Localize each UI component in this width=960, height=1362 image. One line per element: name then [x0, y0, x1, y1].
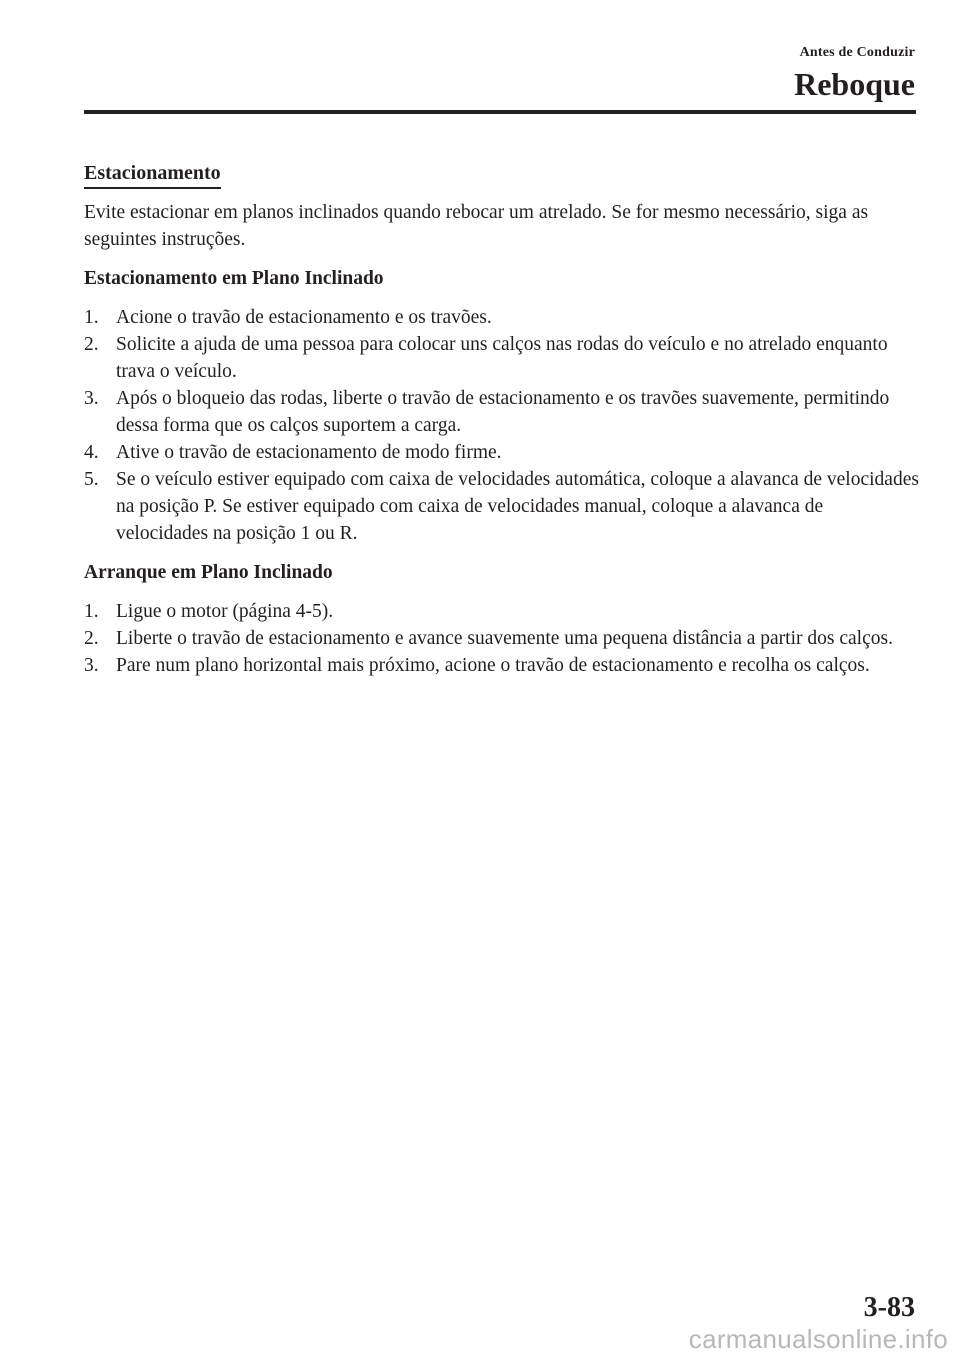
list-item [84, 625, 920, 652]
section-heading: Reboque [794, 66, 915, 102]
starting-steps-list [84, 598, 920, 679]
intro-paragraph: Evite estacionar em planos inclinados quando rebocar um atrelado. Se for mesmo necessário, siga as seguintes instruções. [84, 202, 869, 250]
step-text: Se o veículo estiver equipado com caixa de velocidades automática, coloque a alavanca de velocidades na posição P. Se estiver equipado com caixa de velocidades manual, coloque a alavanca de velocidades na posição 1 ou R. [116, 469, 919, 544]
parking-steps-list [84, 304, 920, 547]
step-number: 3. [84, 388, 99, 409]
step-text: Ligue o motor (página 4-5). [116, 601, 334, 622]
step-text: Após o bloqueio das rodas, liberte o travão de estacionamento e os travões suavemente, permitindo dessa forma que os calços suportem a carga. [116, 388, 890, 436]
list-item [84, 652, 920, 679]
step-text: Pare num plano horizontal mais próximo, acione o travão de estacionamento e recolha os calços. [116, 655, 870, 676]
page-number: 3-83 [863, 1292, 915, 1323]
starting-heading: Arranque em Plano Inclinado [84, 562, 333, 583]
list-item [84, 331, 920, 385]
header-divider [84, 110, 916, 114]
step-number: 1. [84, 601, 99, 622]
step-text: Acione o travão de estacionamento e os travões. [116, 307, 492, 328]
step-text: Liberte o travão de estacionamento e avance suavemente uma pequena distância a partir dos calços. [116, 628, 893, 649]
step-number: 1. [84, 307, 99, 328]
page-header [794, 44, 915, 104]
watermark: carmanualsonline.info [688, 1324, 948, 1354]
subsection-title: Estacionamento [84, 160, 221, 189]
step-number: 4. [84, 442, 99, 463]
step-text: Ative o travão de estacionamento de modo firme. [116, 442, 502, 463]
step-text: Solicite a ajuda de uma pessoa para colocar uns calços nas rodas do veículo e no atrelado enquanto trava o veículo. [116, 334, 888, 382]
list-item [84, 385, 920, 439]
list-item [84, 304, 920, 331]
chapter-title: Antes de Conduzir [799, 45, 915, 60]
main-content [84, 160, 920, 691]
list-item [84, 466, 920, 547]
list-item [84, 439, 920, 466]
step-number: 3. [84, 655, 99, 676]
parking-heading: Estacionamento em Plano Inclinado [84, 268, 384, 289]
list-item [84, 598, 920, 625]
step-number: 2. [84, 334, 99, 355]
step-number: 5. [84, 469, 99, 490]
step-number: 2. [84, 628, 99, 649]
